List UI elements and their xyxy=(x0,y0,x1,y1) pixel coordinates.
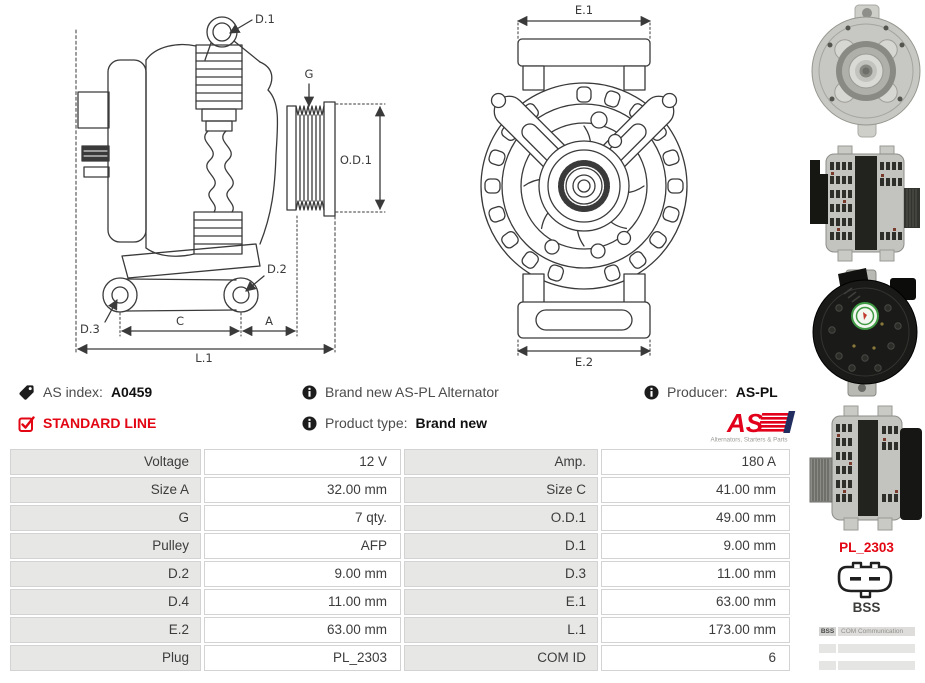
dim-label-od1: O.D.1 xyxy=(339,153,372,167)
spec-label: E.1 xyxy=(404,589,598,615)
spec-label: D.3 xyxy=(404,561,598,587)
spec-row xyxy=(10,617,790,643)
mount-hole-d1 xyxy=(205,17,260,62)
spec-value: 63.00 mm xyxy=(601,589,790,615)
tag-icon xyxy=(18,384,35,401)
producer-value: AS-PL xyxy=(735,384,778,400)
rear-cover xyxy=(108,60,146,242)
shaft-wave xyxy=(205,131,216,212)
foot-bracket xyxy=(122,244,260,278)
as-index-value: A0459 xyxy=(110,384,153,400)
spec-value: 11.00 mm xyxy=(601,561,790,587)
spec-row xyxy=(10,449,790,475)
brand-new-item xyxy=(302,383,499,401)
spec-label: L.1 xyxy=(404,617,598,643)
logo-abbr: AS xyxy=(727,410,764,438)
spec-value: 63.00 mm xyxy=(204,617,401,643)
pulley xyxy=(287,102,335,216)
front-bracket-outline xyxy=(260,62,278,244)
bottom-bracket xyxy=(518,302,650,338)
spec-label: Size C xyxy=(404,477,598,503)
spec-label: COM ID xyxy=(404,645,598,671)
dim-label-e2: E.2 xyxy=(574,355,594,368)
mount-ear-left xyxy=(103,278,137,312)
as-index-item xyxy=(18,383,152,401)
connector-block xyxy=(82,146,109,161)
standard-line-item xyxy=(18,414,156,432)
com-row xyxy=(819,661,915,670)
info-icon xyxy=(302,385,317,400)
alternator-front-drawing xyxy=(452,0,722,368)
spec-label: Size A xyxy=(10,477,201,503)
product-type-value: Brand new xyxy=(415,415,488,431)
product-type-item xyxy=(302,414,487,432)
product-photo-side-left[interactable] xyxy=(808,144,925,262)
top-bracket xyxy=(518,39,650,66)
spec-table-body xyxy=(10,449,790,671)
dim-label-d3: D.3 xyxy=(80,322,100,336)
spec-value: 173.00 mm xyxy=(601,617,790,643)
spec-row xyxy=(10,533,790,559)
info-icon xyxy=(302,416,317,431)
as-index-label: AS index: xyxy=(43,384,103,400)
com-row xyxy=(819,627,915,636)
plug-connector-diagram xyxy=(836,560,894,600)
spec-label: E.2 xyxy=(10,617,201,643)
rear-block xyxy=(78,92,109,128)
spec-label: Amp. xyxy=(404,449,598,475)
spec-value: 41.00 mm xyxy=(601,477,790,503)
stator-laminations-top xyxy=(196,45,242,109)
dim-label-g: G xyxy=(304,67,314,81)
spec-value: 49.00 mm xyxy=(601,505,790,531)
checkbox-checked-icon xyxy=(18,415,35,432)
dim-label-d1: D.1 xyxy=(255,12,275,26)
spec-value: 9.00 mm xyxy=(601,533,790,559)
dim-label-c: C xyxy=(175,314,185,328)
spec-label: Voltage xyxy=(10,449,201,475)
product-photo-side-right[interactable] xyxy=(808,398,925,538)
as-pl-logo xyxy=(697,410,797,444)
com-value: COM Communication xyxy=(838,627,915,636)
spec-row xyxy=(10,645,790,671)
producer-item xyxy=(644,383,778,401)
com-value xyxy=(838,644,915,653)
spec-row xyxy=(10,477,790,503)
spec-value: 7 qty. xyxy=(204,505,401,531)
producer-label: Producer: xyxy=(667,384,728,400)
dim-label-d2: D.2 xyxy=(267,262,287,276)
spec-value: 32.00 mm xyxy=(204,477,401,503)
com-key: BSS xyxy=(820,628,835,635)
product-photo-rear[interactable] xyxy=(808,268,925,398)
spec-label: G xyxy=(10,505,201,531)
spec-row xyxy=(10,561,790,587)
info-icon xyxy=(644,385,659,400)
com-row xyxy=(819,644,915,653)
alternator-side-drawing xyxy=(8,2,388,364)
product-type-label: Product type: xyxy=(325,415,408,431)
spec-label: D.4 xyxy=(10,589,201,615)
com-key xyxy=(819,644,836,653)
spec-label: O.D.1 xyxy=(404,505,598,531)
spec-value: 11.00 mm xyxy=(204,589,401,615)
spec-label: D.1 xyxy=(404,533,598,559)
spec-label: Plug xyxy=(10,645,201,671)
spec-row xyxy=(10,505,790,531)
shaft-hub xyxy=(539,141,629,231)
spec-value: 9.00 mm xyxy=(204,561,401,587)
logo-subtitle: Alternators, Starters & Parts xyxy=(710,436,788,444)
dim-label-a: A xyxy=(265,314,273,328)
com-key xyxy=(819,661,836,670)
mount-ear-right xyxy=(224,278,258,312)
standard-line-label: STANDARD LINE xyxy=(43,415,157,431)
brand-new-text: Brand new AS-PL Alternator xyxy=(325,384,499,400)
spec-label: D.2 xyxy=(10,561,201,587)
spec-row xyxy=(10,589,790,615)
spec-value: PL_2303 xyxy=(204,645,401,671)
com-communication-table xyxy=(819,627,915,678)
plug-code-label: PL_2303 xyxy=(839,540,894,555)
spec-value: AFP xyxy=(204,533,401,559)
spec-label: Pulley xyxy=(10,533,201,559)
spec-table xyxy=(10,449,790,673)
spec-value: 12 V xyxy=(204,449,401,475)
com-value xyxy=(838,661,915,670)
product-photo-front[interactable] xyxy=(808,3,925,140)
spec-value: 180 A xyxy=(601,449,790,475)
leader-d2 xyxy=(246,276,264,291)
spec-value: 6 xyxy=(601,645,790,671)
connector-name-label: BSS xyxy=(852,600,881,615)
dim-label-l1: L.1 xyxy=(195,351,213,364)
dim-label-e1: E.1 xyxy=(574,3,594,17)
